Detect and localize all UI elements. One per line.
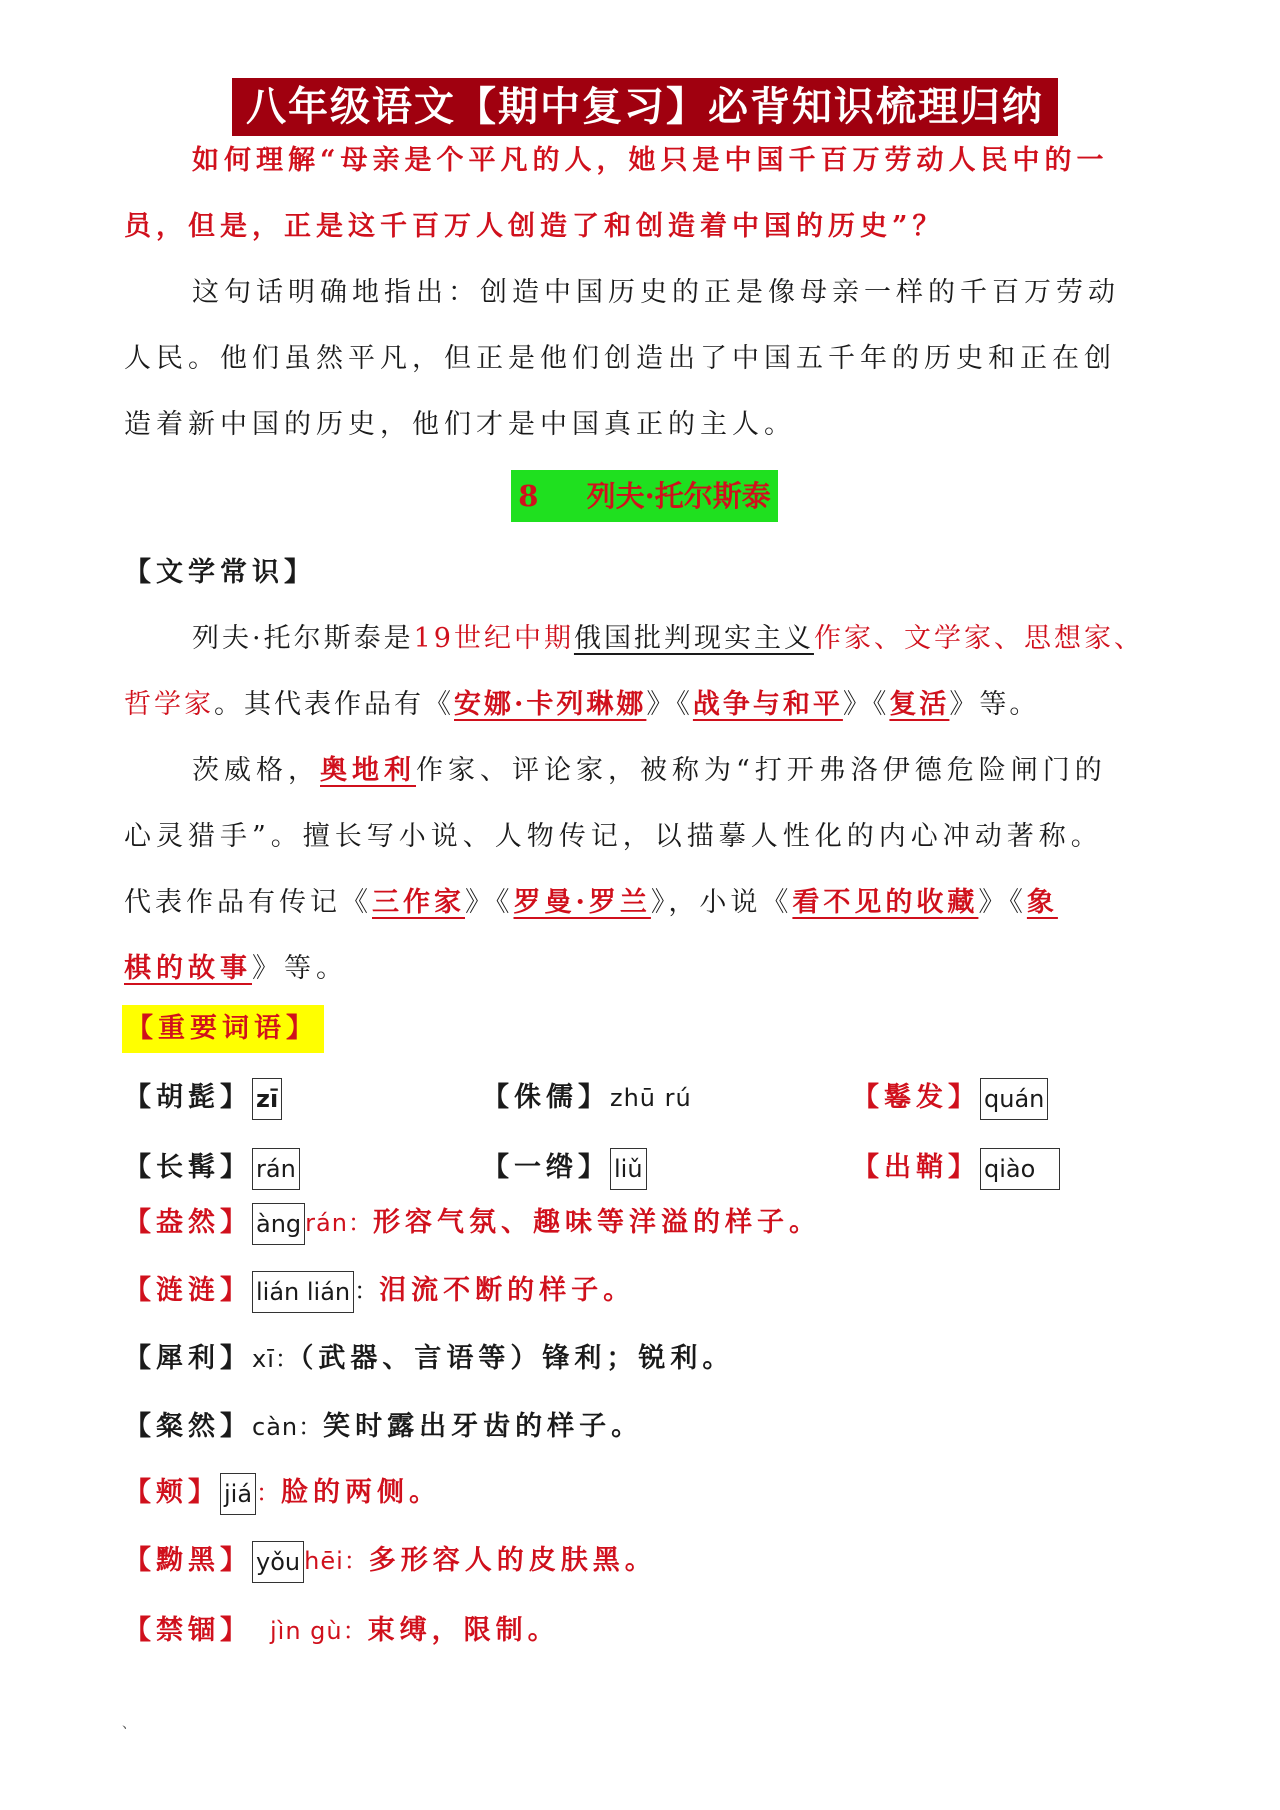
roles-text: 作家、文学家、思想家、 bbox=[813, 623, 1144, 654]
text-run: 列夫·托尔斯泰是 bbox=[192, 623, 414, 654]
text-run: 。其代表作品有《 bbox=[214, 689, 454, 720]
pinyin-box: yǒu bbox=[252, 1541, 304, 1583]
pinyin-box: jiá bbox=[220, 1473, 256, 1515]
page-title: 八年级语文【期中复习】必背知识梳理归纳 bbox=[232, 78, 1058, 136]
literature-heading: 【文学常识】 bbox=[124, 557, 316, 588]
section-heading bbox=[511, 470, 778, 522]
pinyin-box: liǔ bbox=[610, 1148, 647, 1190]
vocab-word: 【侏儒】 bbox=[482, 1082, 610, 1113]
vocab-item bbox=[482, 1075, 692, 1114]
text-run: 》等。 bbox=[949, 689, 1040, 720]
pinyin-text: hēi： bbox=[304, 1547, 369, 1575]
pinyin-text: càn： bbox=[252, 1413, 324, 1441]
work-war-peace: 战争与和平 bbox=[692, 689, 843, 720]
pinyin-box: àng bbox=[252, 1203, 305, 1245]
text-run: 作家、评论家，被称为“打开弗洛伊德危险闸门的 bbox=[416, 755, 1107, 786]
vocab-item bbox=[124, 1608, 560, 1647]
work-three-masters: 三作家 bbox=[372, 887, 465, 918]
vocab-item bbox=[124, 1200, 821, 1245]
vocab-item bbox=[124, 1145, 300, 1190]
era-text: 19世纪中期 bbox=[413, 623, 574, 654]
literature-p1-line1 bbox=[192, 616, 1228, 655]
vocab-item bbox=[124, 1404, 643, 1443]
vocab-definition: 多形容人的皮肤黑。 bbox=[368, 1545, 657, 1576]
vocab-word: 【犀利】 bbox=[124, 1343, 252, 1374]
text-run: 》《 bbox=[646, 689, 693, 720]
country-austria: 奥地利 bbox=[320, 755, 416, 786]
vocab-word: 【出鞘】 bbox=[852, 1152, 980, 1183]
text-run: 》《 bbox=[842, 689, 890, 720]
answer-line-1: 这句话明确地指出：创造中国历史的正是像母亲一样的千百万劳动 bbox=[192, 277, 1120, 308]
text-run: 代表作品有传记《 bbox=[124, 887, 372, 918]
vocab-heading: 【重要词语】 bbox=[122, 1005, 324, 1053]
vocab-word: 【胡髭】 bbox=[124, 1082, 252, 1113]
literature-p2-line3 bbox=[124, 880, 1160, 919]
pinyin-box: quán bbox=[980, 1078, 1048, 1120]
section-title: 列夫·托尔斯泰 bbox=[586, 479, 771, 513]
vocab-definition: 形容气氛、趣味等洋溢的样子。 bbox=[372, 1207, 821, 1238]
footer-mark: 、 bbox=[122, 1716, 136, 1732]
pinyin-text: rán： bbox=[305, 1209, 373, 1237]
vocab-word: 【涟涟】 bbox=[124, 1275, 252, 1306]
work-romain-rolland: 罗曼·罗兰 bbox=[513, 887, 651, 918]
text-run: 茨威格， bbox=[192, 755, 320, 786]
text-run: 》，小说《 bbox=[650, 887, 793, 918]
vocab-word: 【盎然】 bbox=[124, 1207, 252, 1238]
question-line-1: 如何理解“母亲是个平凡的人，她只是中国千百万劳动人民中的一 bbox=[192, 145, 1109, 176]
pinyin-box: lián lián bbox=[252, 1271, 354, 1313]
role-philosopher: 哲学家 bbox=[124, 689, 214, 720]
literature-p1-line2 bbox=[124, 682, 1160, 721]
vocab-word: 【粲然】 bbox=[124, 1411, 252, 1442]
answer-line-3: 造着新中国的历史，他们才是中国真正的主人。 bbox=[124, 409, 796, 440]
pinyin-text: zhū rú bbox=[610, 1084, 692, 1112]
vocab-definition: 泪流不断的样子。 bbox=[379, 1275, 636, 1306]
work-resurrection: 复活 bbox=[889, 689, 950, 720]
vocab-item bbox=[482, 1145, 647, 1190]
pinyin-text: ： bbox=[256, 1479, 282, 1507]
vocab-item bbox=[852, 1145, 1060, 1190]
work-anna: 安娜·卡列琳娜 bbox=[454, 689, 647, 720]
question-line-2: 员，但是，正是这千百万人创造了和创造着中国的历史”？ bbox=[124, 211, 945, 242]
work-chess-story-end: 棋的故事 bbox=[124, 953, 252, 984]
vocab-item bbox=[852, 1075, 1048, 1120]
vocab-item bbox=[124, 1336, 734, 1375]
vocab-item bbox=[124, 1075, 282, 1120]
vocab-word: 【一绺】 bbox=[482, 1152, 610, 1183]
literature-p2-line1 bbox=[192, 748, 1228, 787]
vocab-item bbox=[124, 1268, 635, 1313]
text-run: 》《 bbox=[465, 887, 514, 918]
vocab-item bbox=[124, 1538, 657, 1583]
vocab-word: 【禁锢】 bbox=[124, 1615, 252, 1646]
vocab-definition: 笑时露出牙齿的样子。 bbox=[323, 1411, 644, 1442]
work-invisible-collection: 看不见的收藏 bbox=[792, 887, 979, 918]
pinyin-box: zī bbox=[252, 1078, 282, 1120]
school-text: 俄国批判现实主义 bbox=[573, 623, 814, 654]
vocab-word: 【鬈发】 bbox=[852, 1082, 980, 1113]
vocab-definition: 束缚，限制。 bbox=[367, 1615, 560, 1646]
vocab-word: 【长髯】 bbox=[124, 1152, 252, 1183]
answer-line-2: 人民。他们虽然平凡，但正是他们创造出了中国五千年的历史和正在创 bbox=[124, 343, 1116, 374]
pinyin-box: qiào bbox=[980, 1148, 1060, 1190]
work-chess-story-start: 象 bbox=[1026, 887, 1058, 918]
pinyin-text: ： bbox=[354, 1277, 380, 1305]
pinyin-text: jìn gù： bbox=[270, 1617, 368, 1645]
section-number: 8 bbox=[518, 479, 539, 513]
text-run: 》《 bbox=[978, 887, 1027, 918]
pinyin-text: xī： bbox=[252, 1345, 300, 1373]
literature-p2-line4 bbox=[124, 946, 1160, 985]
pinyin-box: rán bbox=[252, 1148, 300, 1190]
vocab-word: 【黝黑】 bbox=[124, 1545, 252, 1576]
vocab-definition: （武器、言语等）锋利；锐利。 bbox=[299, 1343, 735, 1374]
text-run: 》等。 bbox=[252, 953, 348, 984]
literature-p2-line2: 心灵猎手”。擅长写小说、人物传记，以描摹人性化的内心冲动著称。 bbox=[124, 821, 1103, 852]
vocab-definition: 脸的两侧。 bbox=[281, 1477, 442, 1508]
vocab-item bbox=[124, 1470, 441, 1515]
vocab-word: 【颊】 bbox=[124, 1477, 220, 1508]
